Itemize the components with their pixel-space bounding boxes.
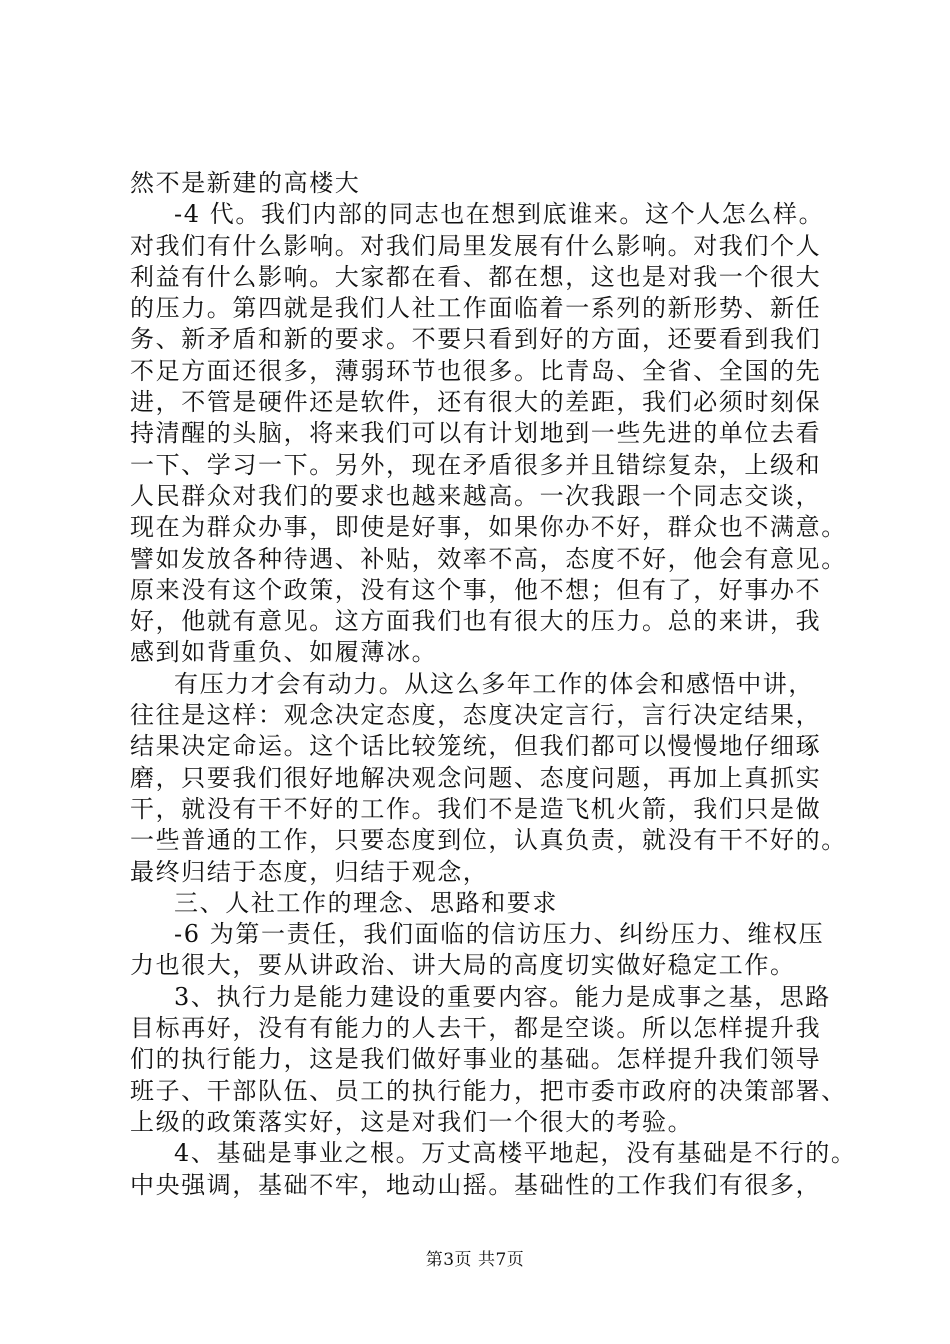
text-line: 进，不管是硬件还是软件，还有很大的差距，我们必须时刻保 bbox=[130, 388, 822, 417]
text-line: 务、新矛盾和新的要求。不要只看到好的方面，还要看到我们 bbox=[130, 325, 822, 354]
text-line: 中央强调，基础不牢，地动山摇。基础性的工作我们有很多， bbox=[130, 1170, 822, 1199]
text-line: 4、基础是事业之根。万丈高楼平地起，没有基础是不行的。 bbox=[174, 1139, 857, 1168]
text-line: -4 代。我们内部的同志也在想到底谁来。这个人怎么样。 bbox=[174, 200, 825, 229]
page-footer: 第3页 共7页 bbox=[425, 1250, 525, 1270]
text-line: 感到如背重负、如履薄冰。 bbox=[130, 638, 438, 667]
text-line: 譬如发放各种待遇、补贴，效率不高，态度不好，他会有意见。 bbox=[130, 544, 847, 573]
text-line: 现在为群众办事，即使是好事，如果你办不好，群众也不满意。 bbox=[130, 513, 847, 542]
text-line: 的压力。第四就是我们人社工作面临着一系列的新形势、新任 bbox=[130, 294, 822, 323]
body-text bbox=[130, 168, 857, 1201]
text-line: 利益有什么影响。大家都在看、都在想，这也是对我一个很大 bbox=[130, 262, 822, 291]
text-line: 不足方面还很多，薄弱环节也很多。比青岛、全省、全国的先 bbox=[130, 356, 822, 385]
text-line: 干，就没有干不好的工作。我们不是造飞机火箭，我们只是做 bbox=[130, 794, 822, 823]
text-line: 往往是这样：观念决定态度，态度决定言行，言行决定结果， bbox=[130, 701, 822, 730]
text-line: -6 为第一责任，我们面临的信访压力、纠纷压力、维权压 bbox=[174, 920, 825, 949]
text-line: 一些普通的工作，只要态度到位，认真负责，就没有干不好的。 bbox=[130, 826, 847, 855]
text-line: 好，他就有意见。这方面我们也有很大的压力。总的来讲，我 bbox=[130, 607, 822, 636]
text-line: 最终归结于态度，归结于观念， bbox=[130, 857, 489, 886]
text-line: 们的执行能力，这是我们做好事业的基础。怎样提升我们领导 bbox=[130, 1045, 822, 1074]
text-line: 力也很大，要从讲政治、讲大局的高度切实做好稳定工作。 bbox=[130, 951, 796, 980]
text-line: 人民群众对我们的要求也越来越高。一次我跟一个同志交谈， bbox=[130, 481, 822, 510]
text-line: 一下、学习一下。另外，现在矛盾很多并且错综复杂，上级和 bbox=[130, 450, 822, 479]
text-line: 目标再好，没有有能力的人去干，都是空谈。所以怎样提升我 bbox=[130, 1014, 822, 1043]
text-line: 然不是新建的高楼大 bbox=[130, 169, 361, 197]
text-line: 磨，只要我们很好地解决观念问题、态度问题，再加上真抓实 bbox=[130, 763, 822, 792]
text-line: 原来没有这个政策，没有这个事，他不想；但有了，好事办不 bbox=[130, 575, 822, 604]
section-heading: 三、人社工作的理念、思路和要求 bbox=[174, 888, 558, 917]
text-line: 上级的政策落实好，这是对我们一个很大的考验。 bbox=[130, 1107, 694, 1136]
text-line: 有压力才会有动力。从这么多年工作的体会和感悟中讲， bbox=[174, 669, 814, 698]
text-line: 持清醒的头脑，将来我们可以有计划地到一些先进的单位去看 bbox=[130, 419, 822, 448]
text-line: 3、执行力是能力建设的重要内容。能力是成事之基，思路 bbox=[174, 982, 831, 1011]
text-line: 结果决定命运。这个话比较笼统，但我们都可以慢慢地仔细琢 bbox=[130, 732, 822, 761]
text-line: 班子、干部队伍、员工的执行能力，把市委市政府的决策部署、 bbox=[130, 1076, 847, 1105]
text-line: 对我们有什么影响。对我们局里发展有什么影响。对我们个人 bbox=[130, 231, 822, 260]
